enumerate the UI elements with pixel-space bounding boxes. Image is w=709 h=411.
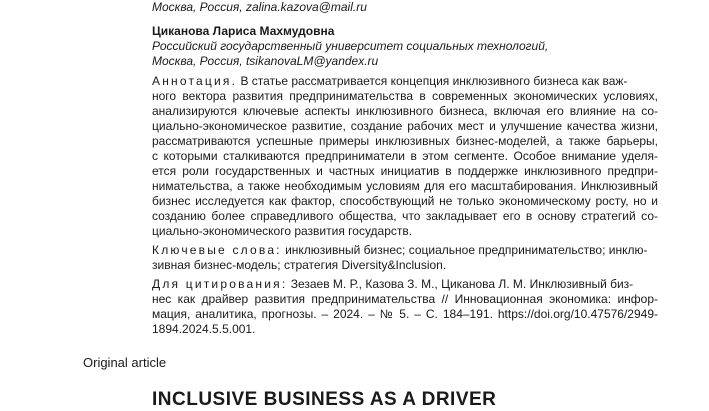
abstract-line: циально-экономического развития государств. [152,224,413,238]
keywords-first-line [152,243,647,258]
abstract-line: циально-экономическое развитие, создание рабочих мест и улучшение качества жизни, [152,119,658,133]
abstract-line: рассматриваются успешные примеры инклюзивных бизнес-моделей, а также барьеры, [152,134,658,148]
article-type: Original article [83,355,167,370]
keywords-text: инклюзивный бизнес; социальное предпринимательство; инклю- [285,243,648,257]
citation-text: 1894.2024.5.5.001. [152,322,256,336]
author1-affiliation: Москва, Россия, zalina.kazova@mail.ru [152,0,367,14]
abstract-line: ного вектора развития предпринимательства в современных экономических условиях, [152,89,658,103]
citation-label: Для цитирования: [152,277,288,291]
abstract-label: Аннотация. [152,74,238,88]
abstract-line: бизнес исследуется как фактор, способствующий не только экономическому росту, но и [152,194,658,208]
abstract-line: с которыми сталкиваются предприниматели в этом сегменте. Особое внимание уделя- [152,149,658,163]
keywords-label: Ключевые слова: [152,243,282,257]
abstract-line: ется роли государственных и частных инициатив в поддержке инклюзивного предпри- [152,164,658,178]
citation-first-line [152,277,633,292]
author2-affiliation-line1: Российский государственный университет социальных технологий, [152,39,549,53]
abstract-line: анализируются ключевые аспекты инклюзивного бизнеса, включая его влияние на со- [152,104,658,118]
abstract-line: нимательства, а также необходимым условиям для его масштабирования. Инклюзивный [152,179,658,193]
author2-name: Циканова Лариса Махмудовна [152,24,335,38]
citation-text: нес как драйвер развития предпринимательства // Инновационная экономика: инфор- [152,292,658,306]
abstract-line: В статье рассматривается концепция инклюзивного бизнеса как важ- [240,74,628,88]
english-title: INCLUSIVE BUSINESS AS A DRIVER [152,389,497,410]
abstract-line: созданию более справедливого общества, что закладывает его в основу стратегий со- [152,209,658,223]
citation-text: мация, аналитика, прогнозы. – 2024. – № 5. – С. 184–191. https://doi.org/10.47576/2949- [152,307,658,321]
author2-affiliation-line2: Москва, Россия, tsikanovaLM@yandex.ru [152,54,379,68]
abstract-first-line [152,74,627,89]
keywords-text: зивная бизнес-модель; стратегия Diversity&Inclusion. [152,258,447,272]
citation-text: Зезаев М. Р., Казова З. М., Циканова Л. М. Инклюзивный биз- [290,277,634,291]
